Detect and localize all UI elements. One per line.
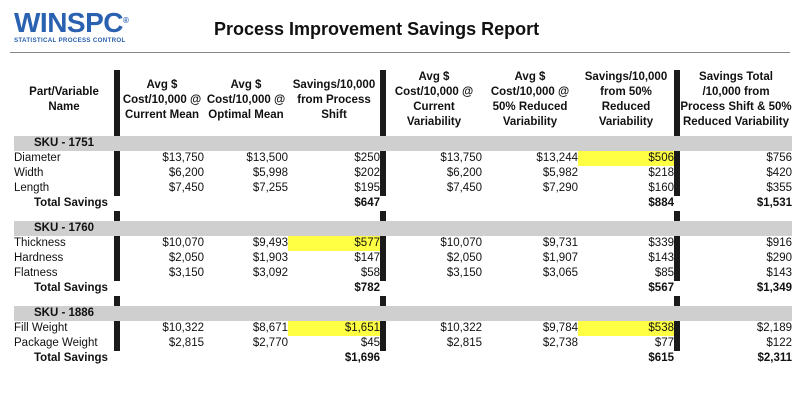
header-savings-process-shift: Savings/10,000 from Process Shift [292, 78, 376, 121]
value-c2: $5,998 [252, 167, 288, 179]
value-c1: $3,150 [168, 267, 204, 279]
sku-band-cell [680, 136, 792, 151]
empty-cell [120, 196, 204, 211]
empty-cell [386, 281, 482, 296]
sku-band-cell [386, 136, 482, 151]
header-divider [10, 52, 790, 53]
total-c6: $615 [648, 352, 674, 364]
spacer-cell [482, 211, 578, 221]
value-c6: $506 [578, 151, 674, 166]
empty-cell [120, 281, 204, 296]
table-body [14, 130, 792, 366]
total-c3: $1,696 [344, 352, 380, 364]
report-title: Process Improvement Savings Report [214, 19, 540, 39]
value-c2: $9,493 [252, 237, 288, 249]
sku-label: SKU - 1751 [14, 136, 114, 151]
value-c3: $1,651 [288, 321, 380, 336]
value-c6: $77 [654, 337, 674, 349]
value-c1: $10,070 [162, 237, 204, 249]
sku-band-cell [386, 221, 482, 236]
sku-band-cell [386, 306, 482, 321]
value-c7: $143 [766, 267, 792, 279]
spacer-cell [680, 211, 792, 221]
header-cost-current-mean: Avg $ Cost/10,000 @ Current Mean [122, 78, 202, 121]
total-savings-label: Total Savings [34, 197, 108, 209]
value-c4: $10,322 [440, 322, 482, 334]
table-row [14, 336, 792, 351]
total-savings-row [14, 281, 792, 296]
empty-cell [386, 196, 482, 211]
empty-cell [120, 351, 204, 366]
sku-band-cell [288, 136, 380, 151]
spacer-cell [288, 296, 380, 306]
value-c1: $13,750 [162, 152, 204, 164]
spacer-cell [578, 296, 674, 306]
sku-band-cell [482, 306, 578, 321]
sku-band-cell [578, 221, 674, 236]
variable-name: Thickness [14, 237, 66, 249]
value-c3: $202 [354, 167, 380, 179]
sku-band-cell [204, 136, 288, 151]
variable-name: Flatness [14, 267, 58, 279]
empty-cell [482, 281, 578, 296]
value-c2: $3,092 [252, 267, 288, 279]
value-c7: $355 [766, 182, 792, 194]
spacer-cell [14, 211, 114, 221]
value-c6: $538 [578, 321, 674, 336]
value-c3: $577 [288, 236, 380, 251]
sku-row [14, 221, 792, 236]
value-c1: $2,050 [168, 252, 204, 264]
sku-label: SKU - 1886 [14, 306, 114, 321]
header-savings-reduced-variability: Savings/10,000 from 50% Reduced Variability [584, 71, 668, 128]
variable-name: Package Weight [14, 337, 98, 349]
variable-name: Length [14, 182, 50, 194]
header-cost-optimal-mean: Avg $ Cost/10,000 @ Optimal Mean [206, 78, 286, 121]
header-row [14, 70, 792, 130]
value-c5: $9,731 [542, 237, 578, 249]
value-c7: $122 [766, 337, 792, 349]
spacer-cell [120, 296, 204, 306]
logo-registered-mark: ® [123, 16, 129, 25]
value-c5: $13,244 [536, 152, 578, 164]
value-c2: $1,903 [252, 252, 288, 264]
sku-row [14, 136, 792, 151]
table-row [14, 166, 792, 181]
empty-cell [482, 196, 578, 211]
value-c5: $2,738 [542, 337, 578, 349]
spacer-cell [680, 296, 792, 306]
spacer-cell [14, 296, 114, 306]
value-c4: $2,050 [446, 252, 482, 264]
spacer-cell [386, 211, 482, 221]
sku-band-cell [204, 306, 288, 321]
variable-name: Hardness [14, 252, 64, 264]
value-c7: $2,189 [756, 322, 792, 334]
value-c2: $8,671 [252, 322, 288, 334]
total-c6: $567 [648, 282, 674, 294]
sku-band-cell [120, 221, 204, 236]
value-c7: $916 [766, 237, 792, 249]
table-row [14, 236, 792, 251]
variable-name: Fill Weight [14, 322, 68, 334]
spacer-cell [386, 296, 482, 306]
logo-tagline: STATISTICAL PROCESS CONTROL [14, 37, 126, 44]
value-c3: $58 [360, 267, 380, 279]
total-c3: $782 [354, 282, 380, 294]
value-c4: $7,450 [446, 182, 482, 194]
sku-band-cell [120, 136, 204, 151]
sku-band-cell [680, 306, 792, 321]
value-c2: $7,255 [252, 182, 288, 194]
value-c1: $7,450 [168, 182, 204, 194]
spacer-cell [120, 211, 204, 221]
value-c4: $3,150 [446, 267, 482, 279]
value-c7: $290 [766, 252, 792, 264]
header-cost-current-variability: Avg $ Cost/10,000 @ Current Variability [394, 71, 474, 128]
spacer-cell [204, 211, 288, 221]
spacer-row [14, 211, 792, 221]
sku-band-cell [482, 221, 578, 236]
value-c4: $13,750 [440, 152, 482, 164]
value-c5: $9,784 [542, 322, 578, 334]
value-c1: $6,200 [168, 167, 204, 179]
table-row [14, 321, 792, 336]
value-c4: $6,200 [446, 167, 482, 179]
empty-cell [386, 351, 482, 366]
total-c6: $884 [648, 197, 674, 209]
value-c3: $45 [360, 337, 380, 349]
spacer-row [14, 296, 792, 306]
total-savings-label: Total Savings [34, 352, 108, 364]
table-row [14, 251, 792, 266]
value-c6: $218 [648, 167, 674, 179]
sku-band-cell [482, 136, 578, 151]
value-c2: $2,770 [252, 337, 288, 349]
value-c6: $160 [648, 182, 674, 194]
spacer-cell [288, 211, 380, 221]
value-c7: $756 [766, 152, 792, 164]
value-c6: $143 [648, 252, 674, 264]
value-c3: $147 [354, 252, 380, 264]
value-c3: $250 [354, 152, 380, 164]
table-row [14, 266, 792, 281]
variable-name: Diameter [14, 152, 61, 164]
sku-band-cell [288, 306, 380, 321]
variable-name: Width [14, 167, 44, 179]
value-c7: $420 [766, 167, 792, 179]
header-part-variable-name: Part/Variable Name [29, 86, 99, 113]
total-c7: $1,531 [756, 197, 792, 209]
spacer-cell [482, 296, 578, 306]
value-c1: $10,322 [162, 322, 204, 334]
logo-wordmark: WINSPC [14, 7, 123, 38]
sku-label: SKU - 1760 [14, 221, 114, 236]
sku-band-cell [288, 221, 380, 236]
total-savings-row [14, 351, 792, 366]
empty-cell [482, 351, 578, 366]
header-savings-total: Savings Total /10,000 from Process Shift & 50% Reduced Variability [680, 71, 792, 128]
total-savings-row [14, 196, 792, 211]
value-c4: $10,070 [440, 237, 482, 249]
value-c5: $5,982 [542, 167, 578, 179]
total-c3: $647 [354, 197, 380, 209]
header-cost-reduced-variability: Avg $ Cost/10,000 @ 50% Reduced Variability [490, 71, 570, 128]
sku-row [14, 306, 792, 321]
value-c6: $339 [648, 237, 674, 249]
spacer-cell [204, 296, 288, 306]
value-c4: $2,815 [446, 337, 482, 349]
value-c3: $195 [354, 182, 380, 194]
empty-cell [204, 351, 288, 366]
savings-table [14, 70, 792, 366]
spacer-cell [578, 211, 674, 221]
sku-band-cell [680, 221, 792, 236]
table-row [14, 151, 792, 166]
value-c1: $2,815 [168, 337, 204, 349]
table-row [14, 181, 792, 196]
empty-cell [204, 196, 288, 211]
value-c5: $3,065 [542, 267, 578, 279]
value-c6: $85 [654, 267, 674, 279]
value-c5: $7,290 [542, 182, 578, 194]
value-c2: $13,500 [246, 152, 288, 164]
sku-band-cell [204, 221, 288, 236]
empty-cell [204, 281, 288, 296]
sku-band-cell [578, 306, 674, 321]
sku-band-cell [578, 136, 674, 151]
total-c7: $2,311 [757, 352, 792, 364]
total-c7: $1,349 [756, 282, 792, 294]
winspc-logo [14, 7, 129, 48]
value-c5: $1,907 [542, 252, 578, 264]
sku-band-cell [120, 306, 204, 321]
total-savings-label: Total Savings [34, 282, 108, 294]
